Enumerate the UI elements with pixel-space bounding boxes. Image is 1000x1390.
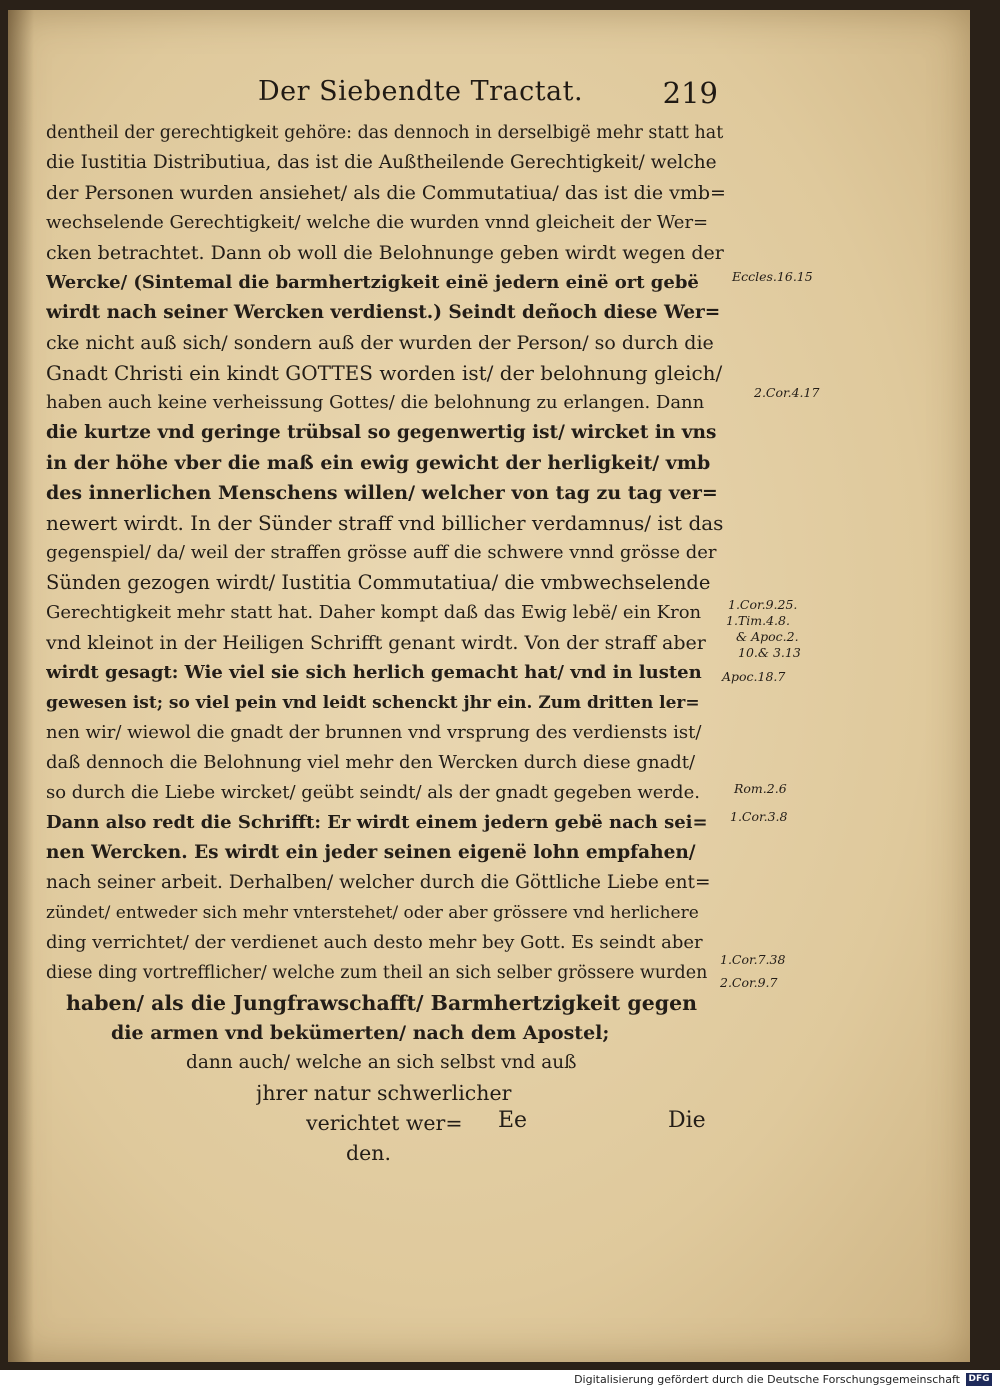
text-line: dann auch/ welche an sich selbst vnd auß xyxy=(186,1052,577,1073)
text-line: Gnadt Christi ein kindt GOTTES worden ist/ der belohnung gleich/ xyxy=(46,361,723,385)
margin-note: Rom.2.6 xyxy=(734,781,787,796)
text-line: vnd kleinot in der Heiligen Schrifft genant wirdt. Von der straff aber xyxy=(46,632,706,654)
text-line: newert wirdt. In der Sünder straff vnd billicher verdamnus/ ist das xyxy=(46,511,724,535)
text-line: in der höhe vber die maß ein ewig gewicht der herligkeit/ vmb xyxy=(46,452,711,474)
page-number: 219 xyxy=(662,76,718,110)
margin-note: Apoc.18.7 xyxy=(722,669,786,684)
funding-credit: Digitalisierung gefördert durch die Deutsche Forschungsgemeinschaft xyxy=(574,1373,960,1386)
text-line: des innerlichen Menschens willen/ welcher von tag zu tag ver= xyxy=(46,482,718,504)
catchword-left: Ee xyxy=(498,1108,528,1133)
text-line: Sünden gezogen wirdt/ Iustitia Commutatiua/ die vmbwechselende xyxy=(46,571,711,594)
margin-note: 2.Cor.9.7 xyxy=(720,975,778,990)
text-line: daß dennoch die Belohnung viel mehr den Wercken durch diese gnadt/ xyxy=(46,752,696,773)
text-line: die Iustitia Distributiua, das ist die Außtheilende Gerechtigkeit/ welche xyxy=(46,152,717,173)
catchword-right: Die xyxy=(668,1108,706,1133)
text-line: dentheil der gerechtigkeit gehöre: das dennoch in derselbigë mehr statt hat xyxy=(46,123,724,143)
text-line: nach seiner arbeit. Derhalben/ welcher durch die Göttliche Liebe ent= xyxy=(46,872,711,893)
text-line: nen Wercken. Es wirdt ein jeder seinen eigenë lohn empfahen/ xyxy=(46,842,696,863)
margin-note: & Apoc.2. xyxy=(736,629,799,644)
text-line: jhrer natur schwerlicher xyxy=(256,1081,512,1105)
margin-note: 1.Cor.3.8 xyxy=(730,809,788,824)
text-line: so durch die Liebe wircket/ geübt seindt/ als der gnadt gegeben werde. xyxy=(46,782,700,803)
text-line: die armen vnd bekümerten/ nach dem Apostel; xyxy=(111,1022,610,1044)
text-line: haben auch keine verheissung Gottes/ die belohnung zu erlangen. Dann xyxy=(46,392,705,413)
text-line: der Personen wurden ansiehet/ als die Commutatiua/ das ist die vmb= xyxy=(46,182,726,204)
margin-note: 10.& 3.13 xyxy=(738,645,801,660)
text-line: cken betrachtet. Dann ob woll die Belohnunge geben wirdt wegen der xyxy=(46,242,724,264)
margin-note: 1.Cor.9.25. xyxy=(728,597,798,612)
running-title: Der Siebendte Tractat. xyxy=(258,76,584,107)
footer-bar xyxy=(0,1370,1000,1390)
text-line: Wercke/ (Sintemal die barmhertzigkeit einë jedern einë ort gebë xyxy=(46,272,699,293)
text-line: wechselende Gerechtigkeit/ welche die wurden vnnd gleicheit der Wer= xyxy=(46,212,709,233)
running-header xyxy=(258,76,718,116)
margin-note: Eccles.16.15 xyxy=(732,269,813,284)
text-line: haben/ als die Jungfrawschafft/ Barmhertzigkeit gegen xyxy=(66,991,698,1015)
text-line: cke nicht auß sich/ sondern auß der wurden der Person/ so durch die xyxy=(46,332,714,354)
text-line: wirdt gesagt: Wie viel sie sich herlich gemacht hat/ vnd in lusten xyxy=(46,662,702,683)
margin-note: 1.Cor.7.38 xyxy=(720,952,786,967)
text-line: verichtet wer= xyxy=(306,1111,463,1135)
text-line: diese ding vortrefflicher/ welche zum theil an sich selber grössere wurden xyxy=(46,963,708,983)
text-line: Dann also redt die Schrifft: Er wirdt einem jedern gebë nach sei= xyxy=(46,812,708,833)
margin-note: 1.Tim.4.8. xyxy=(726,613,790,628)
text-line: ding verrichtet/ der verdienet auch desto mehr bey Gott. Es seindt aber xyxy=(46,932,703,953)
text-line: die kurtze vnd geringe trübsal so gegenwertig ist/ wircket in vns xyxy=(46,422,717,443)
text-line: den. xyxy=(346,1141,391,1165)
dfg-logo: DFG xyxy=(966,1373,992,1386)
text-line: Gerechtigkeit mehr statt hat. Daher kompt daß das Ewig lebë/ ein Kron xyxy=(46,602,702,623)
text-line: gegenspiel/ da/ weil der straffen grösse auff die schwere vnnd grösse der xyxy=(46,542,717,563)
text-line: nen wir/ wiewol die gnadt der brunnen vnd vrsprung des verdiensts ist/ xyxy=(46,722,702,743)
page-binding-shadow xyxy=(8,10,34,1362)
margin-note: 2.Cor.4.17 xyxy=(754,385,820,400)
text-line: wirdt nach seiner Wercken verdienst.) Seindt deñoch diese Wer= xyxy=(46,302,721,323)
text-line: zündet/ entweder sich mehr vnterstehet/ oder aber grössere vnd herlichere xyxy=(46,903,699,923)
text-line: gewesen ist; so viel pein vnd leidt schenckt jhr ein. Zum dritten ler= xyxy=(46,693,700,713)
